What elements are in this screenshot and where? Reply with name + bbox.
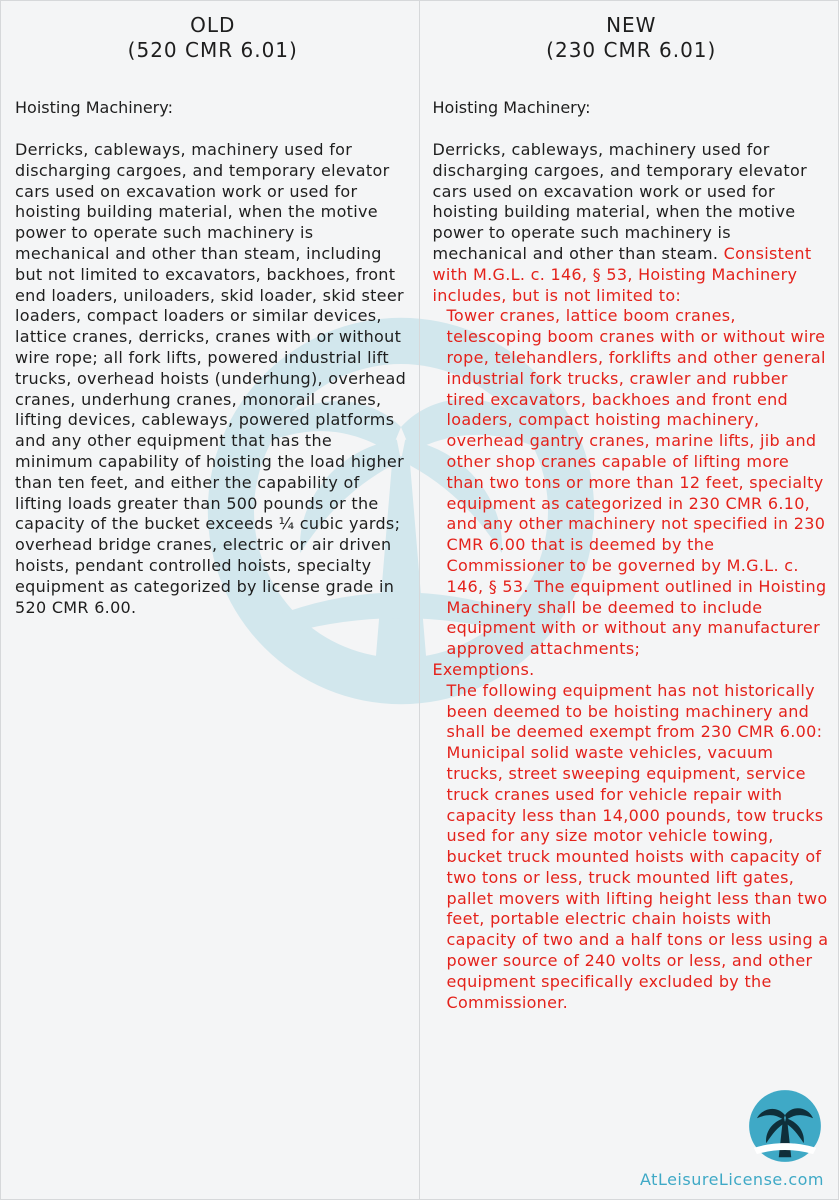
old-column bbox=[1, 1, 420, 1199]
exemptions-text: The following equipment has not historically been deemed to be hoisting machinery and shall be deemed exempt from 230 CMR 6.00: Municipal solid waste vehicles, vacuum trucks, street sweeping equipment, service truck cranes used for vehicle repair with capacity less than 14,000 pounds, tow trucks used for any size motor vehicle towing, bucket truck mounted hoists with capacity of two tons or less, truck mounted lift gates, pallet movers with lifting height less than two feet, portable electric chain hoists with capacity of two and a half tons or less using a power source of 240 volts or less, and other equipment specifically excluded by the Commissioner. bbox=[446, 680, 829, 1012]
new-section-title: Hoisting Machinery: bbox=[432, 98, 591, 117]
brand-footer[interactable]: AtLeisureLicense.com bbox=[640, 1170, 824, 1189]
old-heading-citation: (520 CMR 6.01) bbox=[127, 38, 298, 62]
new-definition-text bbox=[433, 140, 831, 1013]
new-column-heading bbox=[433, 13, 831, 63]
old-column-heading bbox=[15, 13, 411, 63]
new-heading-label: NEW bbox=[606, 13, 657, 37]
new-definition-added: Consistent with M.G.L. c. 146, § 53, Hoisting Machinery includes, but is not limited to: bbox=[432, 243, 812, 305]
new-definition-unchanged: Derricks, cableways, machinery used for discharging cargoes, and temporary elevator cars used on excavation work or used for hoisting building material, when the motive power to operate such machinery is mechanical and other than steam. bbox=[432, 140, 807, 263]
new-heading-citation: (230 CMR 6.01) bbox=[546, 38, 717, 62]
new-column bbox=[420, 1, 839, 1199]
old-section-title: Hoisting Machinery: bbox=[15, 98, 173, 117]
new-equipment-list: Tower cranes, lattice boom cranes, telescoping boom cranes with or without wire rope, telehandlers, forklifts and other general industrial fork trucks, crawler and rubber tired excavators, backhoes and front end loaders, compact hoisting machinery, overhead gantry cranes, marine lifts, jib and other shop cranes capable of lifting more than two tons or more than 12 feet, specialty equipment as categorized in 230 CMR 6.10, and any other machinery not specified in 230 CMR 6.00 that is deemed by the Commissioner to be governed by M.G.L. c. 146, § 53. The equipment outlined in Hoisting Machinery shall be deemed to include equipment with or without any manufacturer approved attachments; bbox=[446, 306, 827, 659]
exemptions-label: Exemptions. bbox=[432, 659, 535, 679]
palm-tree-logo-icon bbox=[746, 1087, 824, 1165]
old-heading-label: OLD bbox=[190, 13, 236, 37]
old-definition-text: Derricks, cableways, machinery used for discharging cargoes, and temporary elevator cars used on excavation work or used for hoisting building material, when the motive power to operate such machinery is mechanical and other than steam, including but not limited to excavators, backhoes, front end loaders, uniloaders, skid loader, skid steer loaders, compact loaders or similar devices, lattice cranes, derricks, cranes with or without wire rope; all fork lifts, powered industrial lift trucks, overhead hoists (underhung), overhead cranes, underhung cranes, monorail cranes, lifting devices, cableways, powered platforms and any other equipment that has the minimum capability of hoisting the load higher than ten feet, and either the capability of lifting loads greater than 500 pounds or the capacity of the bucket exceeds ¼ cubic yards; overhead bridge cranes, electric or air driven hoists, pendant controlled hoists, specialty equipment as categorized by license grade in 520 CMR 6.00. bbox=[15, 140, 407, 617]
